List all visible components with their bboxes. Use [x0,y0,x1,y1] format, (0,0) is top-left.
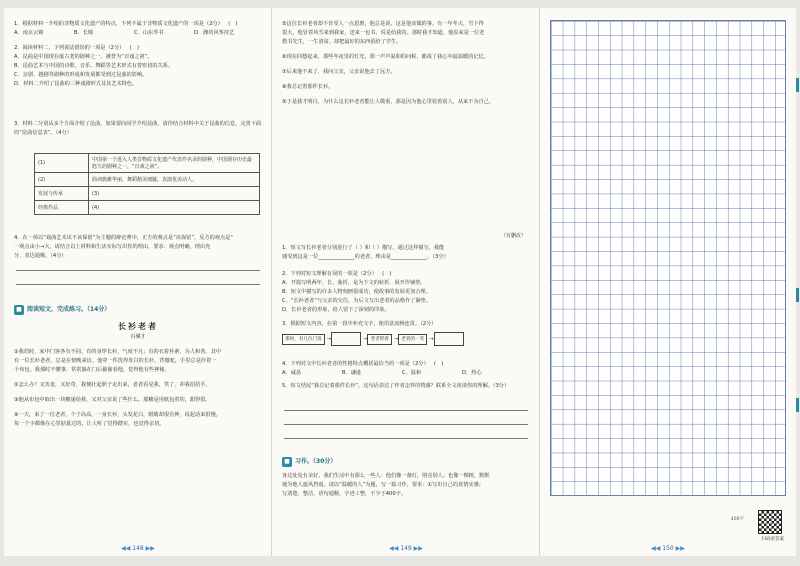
q3-text: 3．材料二分别从多个方面介绍了昆曲，如果要向同学介绍昆曲，请你结合材料中关于昆曲的信息，完善下面的“昆曲信息表”。（4分） [14,121,262,136]
arrow-icon: → [393,336,399,343]
option-a[interactable]: A．南京云锦 [14,30,44,36]
option-c[interactable]: C．山东琴书 [134,30,164,36]
q4-line: 一观点由小→大，请结合以上材料和生活实际写出你的理由，要求：观点明确，理由充 [14,244,211,250]
page-number-150 [540,545,796,552]
word-count-marker: 400字 [730,517,744,522]
section-badge-icon: ■ [14,305,24,315]
page-number-text: 149 [400,545,412,552]
question-2: 2．阅读材料二，下列说法错误的一项是（2分） ( ) A．昆曲是中国现存最古老的剧种之一，被誉为“百戏之祖”。 B．昆曲艺术与中国的诗歌、音乐、舞蹈等艺术形式有着密切的关系。 C．京剧、越剧等剧种的形成和发展都受到过昆曲的影响。 D．材料二介绍了昆曲的三种戏剧形式及其艺术特色。 [14,44,262,89]
story-line: ⑧我总记着那件长衫。 [282,84,334,90]
kunqu-info-table [34,153,260,215]
story-line: ①我幼时，家中门客各有不同。有的身穿长衫，气度不凡；有的衣着朴素，为人和善。其中 [14,349,221,355]
answer-line[interactable] [16,270,260,271]
flow-box: 老者带着 [367,334,391,345]
prompt-line: 身边处处有美好，我们生活中有那么一些人：他们像一盏灯，照亮别人；也像一棵树，默默 [282,473,490,479]
table-row-1-label[interactable]: (1) [35,154,89,173]
flow-box: 老者的一笑 [398,334,427,345]
page-number-text: 150 [662,545,674,552]
page-tab-marker [796,398,799,412]
reading-q4: 4．下列对文中长衫老者的性格特点概括最恰当的一项是（2分） ( ) A．诚恳 B．谦逊 C．温和 D．热心 [282,360,530,378]
section-reading-header [14,304,110,315]
page-number-148 [4,545,272,552]
blank-box[interactable] [331,332,361,346]
story-line: ③他从布包中取出一块糖递给我，又对父亲说了些什么。那糖是用纸包着的，甜得很。 [14,397,211,403]
story-line: 有一位长衫老者，总是在傍晚来访。他穿一件洗得发白的长衫，背微驼，手里总是拎着一 [14,358,217,364]
q1-text: 1．根据材料一介绍的非物质文化遗产的特点，下列不属于非物质文化遗产的一项是（2分） [14,21,223,27]
composition-grid[interactable] [550,20,786,496]
story-line: 教书先生，一生清贫，却把最好的东西留给了学生。 [282,39,402,45]
q2-text: 2．下列对短文理解有误的一项是（2分） [282,271,377,277]
story-line: ⑤这位长衫老者却不肯受人一点恩惠，他总是说，这是他该做的事。有一年冬天，雪下得 [282,21,484,27]
writing-prompt [282,472,530,499]
prompt-line: 地为他人遮风挡雨。请以“温暖的人”为题，写一篇习作，要求：①写出自己的真情实感； [282,482,484,488]
page-148 [4,8,272,556]
qr-label: 扫码看答案 [761,537,784,542]
page-number-149 [272,545,540,552]
option-a[interactable]: A．诚恳 [282,370,302,376]
section-writing-header [282,456,336,467]
story-line: ④一天，来了一位老者，个子高高，一身长衫，头发花白，眼睛却很有神，说起话来很慢， [14,412,221,418]
q2-text: 2．阅读材料二，下列说法错误的一项是（2分） [14,45,125,51]
q3-text: 3．根据短文内容，在第一段中补充文字，使语意流畅连贯。（2分） [282,321,437,327]
qr-code-icon[interactable] [758,510,782,534]
page-150 [540,8,796,556]
section-title: 阅读短文，完成练习。（14分） [27,306,111,313]
answer-line[interactable] [16,284,260,285]
story-line: 每一个字都像在心里掂量过的，让人听了觉得踏实，也觉得亲切。 [14,421,165,427]
option-b[interactable]: B．昆曲艺术与中国的诗歌、音乐、舞蹈等艺术形式有着密切的关系。 [14,63,174,69]
arrow-icon: → [429,336,434,343]
prev-arrow-icon: ◀◀ [389,545,399,552]
reading-q5 [282,382,530,391]
q4-text: 4．下列对文中长衫老者的性格特点概括最恰当的一项是（2分） [282,361,429,367]
table-row-2-value: 曲词典雅华丽，舞蹈精美细腻，表演优美动人。 [89,173,260,187]
option-d[interactable]: D．长衫老者的形象，给人留下了深刻的印象。 [282,307,390,313]
story-continued [282,20,530,107]
option-c[interactable]: C．京剧、越剧等剧种的形成和发展都受到过昆曲的影响。 [14,72,148,78]
story-title: 长衫老者 [118,322,158,331]
option-a[interactable]: A．开篇写明两年、长、曲折，是为下文的转折、展开作铺垫。 [282,280,426,286]
option-c[interactable]: C．“长衫老者”与父亲的交往，为后文写出老者的品格作了铺垫。 [282,298,432,304]
next-arrow-icon: ▶▶ [413,545,423,552]
source-note: （有删改） [500,233,526,239]
option-d[interactable]: D．热心 [462,370,482,376]
blank-box[interactable] [434,332,464,346]
section-badge-icon: ■ [282,457,292,467]
answer-line[interactable] [284,410,528,411]
answer-line[interactable] [284,438,528,439]
option-b[interactable]: B．短文中描写的许多人物刻画很成功，使故事的发展更加合理。 [282,289,431,295]
table-row-4-value[interactable]: (4) [89,201,260,215]
option-d[interactable]: D．潍坊风筝技艺 [194,30,235,36]
story-line: 很大，他冒着风雪来到我家，送来一包书，说是给我的。那时我才知道，他原来是一位老 [282,30,485,36]
question-3 [14,120,262,138]
next-arrow-icon: ▶▶ [145,545,155,552]
option-b[interactable]: B．长城 [74,30,94,36]
table-row-4-label: 经典作品 [35,201,89,215]
section-title: 习作。（30分） [295,458,337,465]
page-149 [272,8,540,556]
story-line: ⑥现在回想起来，那些冬夜里的灯光，那一声声温和的问候，都成了我心中最温暖的记忆。 [282,54,489,60]
q5-text: 5．短文结尾“我总记着那件长衫”，这句话表达了作者怎样的情感？联系全文谈谈你的理解。（3分） [282,383,510,389]
prev-arrow-icon: ◀◀ [121,545,131,552]
story-line: ⑦后来他不来了，我问父亲，父亲说他去了远方。 [282,69,396,75]
story-line: ⑨于是我才明白，为什么这长衫老者能让人敬重，那是因为他心里装着别人，从来不为自己。 [282,99,495,105]
table-row-3-value[interactable]: (3) [89,187,260,201]
q3-flow-boxes [282,332,530,346]
question-4 [14,234,262,261]
page-tab-marker [796,78,799,92]
story-body [14,348,262,429]
q4-line: 4．在一场以“戏曲艺术该不该保留”为主题的辩论赛中，正方的观点是“该保留”，反方的观点是“ [14,235,234,241]
q4-line: 分，表达通顺。（4分） [14,253,67,259]
reading-q1 [282,244,530,262]
q1-options [14,29,262,38]
flow-box: 那时，有几位门客 [282,334,325,345]
option-b[interactable]: B．谦逊 [342,370,362,376]
option-c[interactable]: C．温和 [402,370,422,376]
table-row-3-label: 发展与传承 [35,187,89,201]
prompt-line: 写清楚，整洁，语句通顺，字迹工整，不少于400字。 [282,491,407,497]
story-line: 个布包。我那时不懂事，常常躲在门后偷偷看他，觉得他有些神秘。 [14,367,170,373]
page-number-text: 148 [132,545,144,552]
option-a[interactable]: A．昆曲是中国现存最古老的剧种之一，被誉为“百戏之祖”。 [14,54,153,60]
reading-q2: 2．下列对短文理解有误的一项是（2分） ( ) A．开篇写明两年、长、曲折，是为下文的转折、展开作铺垫。 B．短文中描写的许多人物刻画很成功，使故事的发展更加合理。 C．“长衫老者”与父亲的交往，为后文写出老者的品格作了铺垫。 D．长衫老者的形象，给人留下了深刻的印象。 [282,270,530,315]
prev-arrow-icon: ◀◀ [651,545,661,552]
question-1: 1．根据材料一介绍的非物质文化遗产的特点，下列不属于非物质文化遗产的一项是（2分） ( ) A．南京云锦 B．长城 C．山东琴书 D．潍坊风筝技艺 [14,20,262,38]
story-author: 冯骥才 [130,334,146,340]
arrow-icon: → [326,336,332,343]
reading-q3 [282,320,530,346]
story-line: ②怎么办？又害羞，又好奇，我便壮起胆子走出来，老者看见我，笑了，冲我招招手。 [14,382,211,388]
arrow-icon: → [363,336,368,343]
answer-line[interactable] [284,424,528,425]
table-row-1-value: 中国第一个进入人类非物质文化遗产代表作名录的剧种，中国现存历史最悠久的剧种之一，“百戏之祖”。 [89,154,260,173]
table-row-2-label[interactable]: (2) [35,173,89,187]
next-arrow-icon: ▶▶ [675,545,685,552]
option-d[interactable]: D．材料二介绍了昆曲的三种戏剧形式及其艺术特色。 [14,81,138,87]
q1-line: 1．短文写长衫老者分别进行了（ ）和（ ）描写，通过这样描写，我能 [282,245,445,251]
page-tab-marker [796,288,799,302]
q1-line: 感受到这是一位______________的老者，理由是______________。（3分） [282,254,449,260]
